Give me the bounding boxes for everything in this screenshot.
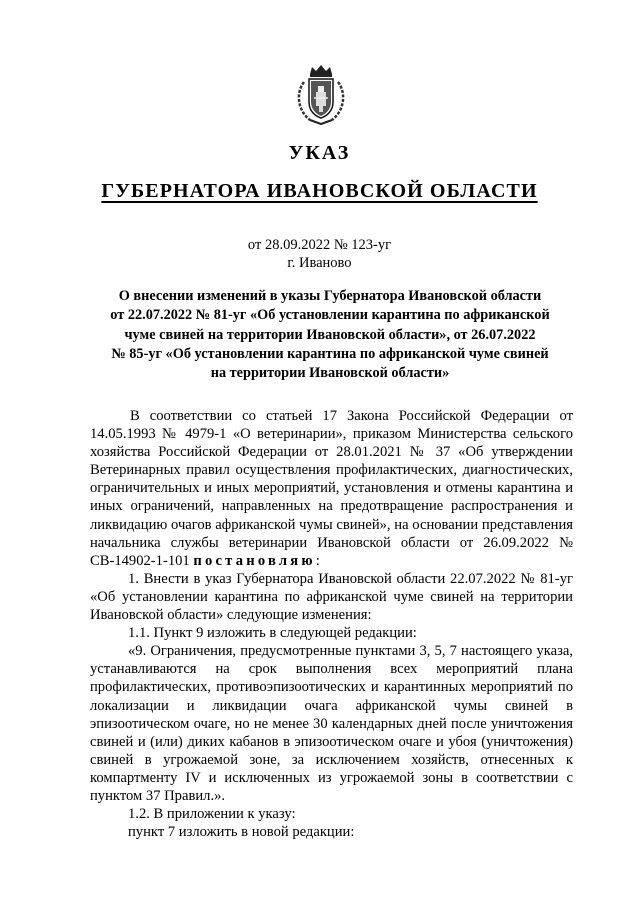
- document-heading: [80, 287, 580, 383]
- coat-of-arms-icon: [294, 64, 348, 126]
- item-7-paragraph: пункт 7 изложить в новой редакции:: [128, 824, 355, 841]
- preamble-text: В соответствии со статьей 17 Закона Российской Федерации от 14.05.1993 № 4979-1 «О ветеринарии», приказом Министерства сельского хозяйства Российской Федерации от 28.01.2021 № 37 «Об утверждении Ветеринарных правил осуществления профилактических, диагностических, ограничительных и иных мероприятий, установления и отмены карантина и иных ограничений, направленных на предотвращение распространения и ликвидацию очагов африканской чумы свиней», на основании представления начальника службы ветеринарии Ивановской области от 26.09.2022 № СВ-14902-1-101: [90, 408, 573, 569]
- document-city: г. Иваново: [287, 255, 352, 271]
- heading-line: О внесении изменений в указы Губернатора Ивановской области: [118, 288, 542, 304]
- quote-item-9-paragraph: «9. Ограничения, предусмотренные пунктами 3, 5, 7 настоящего указа, устанавливаются на срок выполнения всех мероприятий плана профилактических, противоэпизоотических и карантинных мероприятий по локализации и ликвидации очага африканской чумы свиней в эпизоотическом очаге, но не менее 30 календарных дней после уничтожения свиней и (или) диких кабанов в эпизоотическом очаге и убоя (уничтожения) свиней в угрожаемой зоне, за исключением хозяйств, отнесенных к компартменту IV и исключенных из угрожаемой зоны в соответствии с пунктом 37 Правил.».: [90, 643, 573, 804]
- document-date-number: от 28.09.2022 № 123-уг: [247, 237, 392, 253]
- item-1-paragraph: 1. Внести в указ Губернатора Ивановской области 22.07.2022 № 81-уг «Об установлении карантина по африканской чуме свиней на территории Ивановской области» следующие изменения:: [90, 570, 573, 624]
- preamble-paragraph: [90, 407, 573, 570]
- document-issuer: ГУБЕРНАТОРА ИВАНОВСКОЙ ОБЛАСТИ: [101, 180, 538, 202]
- item-1-2-paragraph: 1.2. В приложении к указу:: [128, 806, 296, 823]
- decree-colon: :: [315, 552, 320, 569]
- document-body: [90, 407, 573, 841]
- decree-word: постановляю: [193, 552, 316, 569]
- heading-line: от 22.07.2022 № 81-уг «Об установлении карантина по африканской: [110, 307, 550, 324]
- item-1-1-paragraph: 1.1. Пункт 9 изложить в следующей редакции:: [128, 625, 417, 642]
- heading-line: чуме свиней на территории Ивановской области», от 26.07.2022: [124, 326, 536, 343]
- document-title: УКАЗ: [288, 142, 351, 164]
- heading-line: на территории Ивановской области»: [210, 365, 450, 382]
- heading-line: № 85-уг «Об установлении карантина по африканской чуме свиней: [111, 345, 549, 362]
